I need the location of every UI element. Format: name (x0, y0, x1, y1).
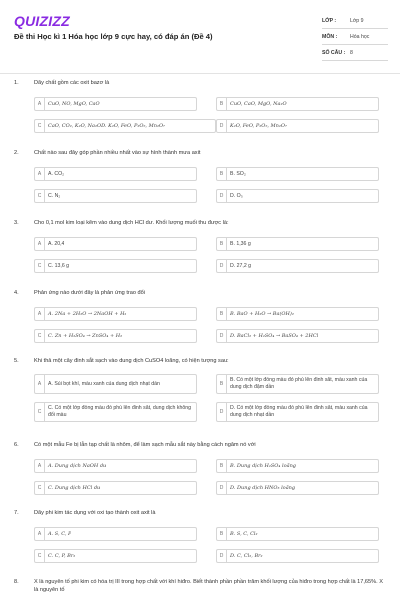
option-letter: A (35, 375, 45, 393)
question-number: 3. (14, 220, 19, 226)
option-text: C. Dung dịch HCl dư (48, 485, 101, 491)
option-c[interactable] (34, 189, 197, 203)
option-a[interactable] (34, 374, 197, 394)
option-text: D. C, Cl₂, Br₂ (230, 553, 263, 559)
header (0, 0, 400, 70)
question-number: 2. (14, 150, 19, 156)
option-text: D. BaCl₂ + H₂SO₄ → BaSO₄ + 2HCl (230, 333, 319, 339)
option-text: C. N₂ (48, 193, 61, 199)
option-b[interactable] (216, 167, 379, 181)
option-letter: B (217, 375, 227, 393)
option-letter: C (35, 120, 45, 132)
option-b[interactable] (216, 307, 379, 321)
option-d[interactable] (216, 119, 379, 133)
option-c[interactable] (34, 549, 197, 563)
option-b[interactable] (216, 374, 379, 394)
option-letter: D (217, 190, 227, 202)
info-value: Lớp 9 (350, 17, 364, 24)
option-text: A. 20,4 (48, 241, 65, 247)
option-letter: B (217, 528, 227, 540)
option-d[interactable] (216, 402, 379, 422)
option-letter: B (217, 98, 227, 110)
option-a[interactable] (34, 307, 197, 321)
option-b[interactable] (216, 527, 379, 541)
option-letter: A (35, 168, 45, 180)
option-letter: C (35, 260, 45, 272)
question-number: 7. (14, 510, 19, 516)
option-text: CuO, NO, MgO, CaO (48, 101, 100, 107)
option-letter: B (217, 308, 227, 320)
option-letter: D (217, 330, 227, 342)
option-c[interactable] (34, 402, 197, 422)
question-2 (14, 150, 394, 210)
option-c[interactable] (34, 259, 197, 273)
option-text: B. 1,36 g (230, 241, 251, 247)
option-text: B. BaO + H₂O → Ba(OH)₂ (230, 311, 294, 317)
question-text: Khi thả một cây đinh sắt sạch vào dung dịch CuSO4 loãng, có hiện tượng sau: (34, 358, 229, 364)
info-row-grade (322, 13, 388, 29)
option-a[interactable] (34, 97, 197, 111)
option-c[interactable] (34, 119, 216, 133)
option-letter: D (217, 550, 227, 562)
question-4 (14, 290, 394, 350)
option-d[interactable] (216, 189, 379, 203)
question-text: Cho 0,1 mol kim loại kẽm vào dung dịch HCl dư. Khối lượng muối thu được là: (34, 220, 229, 226)
option-text: B. S, C, Cl₂ (230, 531, 258, 537)
option-b[interactable] (216, 97, 379, 111)
question-number: 4. (14, 290, 19, 296)
question-number: 1. (14, 80, 19, 86)
option-text: A. 2Na + 2H₂O → 2NaOH + H₂ (48, 311, 127, 317)
question-text: Chất nào sau đây góp phần nhiều nhất vào sự hình thành mưa axit (34, 150, 201, 156)
option-letter: A (35, 460, 45, 472)
option-letter: D (217, 403, 227, 421)
info-value: 8 (350, 49, 353, 56)
info-row-subject (322, 29, 388, 45)
option-text: D. O₃ (230, 193, 243, 199)
option-letter: A (35, 98, 45, 110)
option-a[interactable] (34, 527, 197, 541)
option-letter: A (35, 528, 45, 540)
question-text: Có một mẫu Fe bị lẫn tạp chất là nhôm, để làm sạch mẫu sắt này bằng cách ngâm nó với (34, 442, 256, 448)
info-row-count (322, 45, 388, 61)
info-label: MÔN : (322, 33, 338, 40)
option-a[interactable] (34, 167, 197, 181)
option-letter: C (35, 550, 45, 562)
header-divider (0, 73, 400, 74)
option-d[interactable] (216, 259, 379, 273)
option-a[interactable] (34, 459, 197, 473)
option-text: B. Có một lớp đồng màu đỏ phủ lên đinh sắt, màu xanh của dung dịch đậm dần (230, 377, 368, 390)
question-number: 5. (14, 358, 19, 364)
question-number: 6. (14, 442, 19, 448)
option-d[interactable] (216, 549, 379, 563)
info-panel (322, 13, 388, 61)
option-d[interactable] (216, 329, 379, 343)
option-letter: A (35, 238, 45, 250)
question-text: Dãy phi kim tác dụng với oxi tạo thành oxit axit là (34, 510, 156, 516)
option-text: A. S, C, P (48, 531, 72, 537)
question-3 (14, 220, 394, 280)
info-label: SỐ CÂU : (322, 49, 346, 56)
option-text: C. C, P, Br₂ (48, 553, 76, 559)
info-value: Hóa học (350, 33, 370, 40)
option-text: D. Có một lớp đồng màu đỏ phủ lên đinh sắt, màu xanh của dung dịch nhạt dần (230, 405, 368, 418)
question-6 (14, 442, 394, 502)
option-text: C. Có một lớp đồng màu đỏ phủ lên đinh sắt, dung dịch không đổi màu (48, 405, 191, 418)
option-text: C. 13,6 g (48, 263, 70, 269)
option-text: CaO, CO₂, K₂O, Na₂OD. K₂O, FeO, P₂O₅, Mn₂O₇ (48, 123, 166, 129)
option-letter: C (35, 190, 45, 202)
option-c[interactable] (34, 329, 197, 343)
option-letter: B (217, 238, 227, 250)
option-letter: D (217, 482, 227, 494)
option-letter: C (35, 330, 45, 342)
option-letter: D (217, 120, 227, 132)
option-letter: B (217, 460, 227, 472)
option-text: D. 27,2 g (230, 263, 252, 269)
question-5 (14, 358, 394, 433)
option-letter: C (35, 403, 45, 421)
option-c[interactable] (34, 481, 197, 495)
option-text: C. Zn + H₂SO₄ → ZnSO₄ + H₂ (48, 333, 123, 339)
option-d[interactable] (216, 481, 379, 495)
option-text: A. Dung dịch NaOH dư (48, 463, 107, 469)
question-text: Dãy chất gồm các oxit bazơ là (34, 80, 110, 86)
question-number: 8. (14, 579, 19, 585)
question-1 (14, 80, 394, 140)
option-text: B. SO₂ (230, 171, 246, 177)
option-text: K₂O, FeO, P₂O₅, Mn₂O₇ (230, 123, 287, 129)
option-b[interactable] (216, 237, 379, 251)
option-text: A. Sủi bọt khí, màu xanh của dung dịch nhạt dần (48, 380, 160, 387)
page-title: Đề thi Học kì 1 Hóa học lớp 9 cực hay, có đáp án (Đề 4) (14, 32, 213, 41)
option-letter: C (35, 482, 45, 494)
option-text: B. Dung dịch H₂SO₄ loãng (230, 463, 296, 469)
question-text: Phản ứng nào dưới đây là phản ứng trao đổi (34, 290, 146, 296)
option-text: A. CO₂ (48, 171, 65, 177)
option-letter: D (217, 260, 227, 272)
info-label: LỚP : (322, 17, 337, 24)
option-letter: B (217, 168, 227, 180)
option-a[interactable] (34, 237, 197, 251)
option-letter: A (35, 308, 45, 320)
question-text: X là nguyên tố phi kim có hóa trị III trong hợp chất với khí hiđro. Biết thành phần phần trăm khối lượng của hiđro trong hợp chất là 17,65%. X là nguyên tố (34, 579, 383, 593)
option-text: CuO, CaO, MgO, Na₂O (230, 101, 287, 107)
question-8 (14, 579, 394, 600)
quizizz-logo: QUIZIZZ (14, 13, 70, 29)
option-b[interactable] (216, 459, 379, 473)
option-text: D. Dung dịch HNO₃ loãng (230, 485, 296, 491)
question-7 (14, 510, 394, 570)
